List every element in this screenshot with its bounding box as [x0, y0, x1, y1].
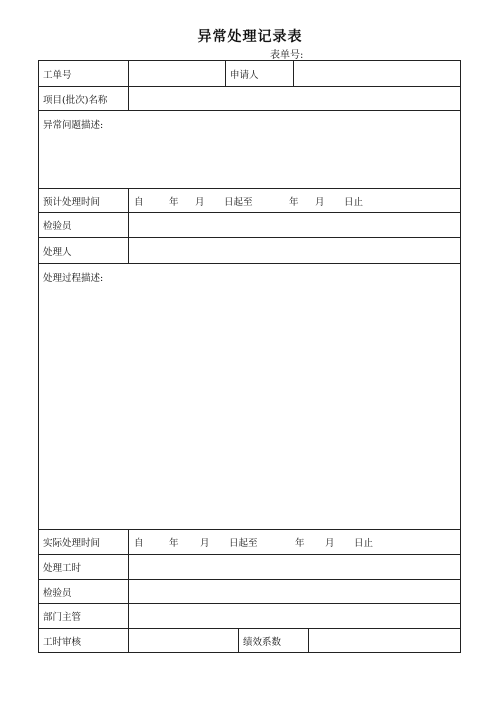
process-description-field[interactable] [39, 264, 460, 529]
row-issue-description [39, 111, 460, 189]
form-title: 异常处理记录表 [197, 29, 303, 45]
row-actual-time [39, 530, 460, 555]
hours-review-label: 工时审核 [43, 636, 82, 648]
row-dept-head [39, 604, 460, 629]
actual-time-label: 实际处理时间 [43, 538, 101, 549]
planned-end: 日止 [344, 196, 364, 208]
process-description-label: 处理过程描述: [43, 273, 104, 284]
handler-label: 处理人 [43, 246, 72, 258]
planned-time-label: 预计处理时间 [43, 196, 101, 208]
planned-time-field[interactable] [128, 189, 460, 212]
actual-year1: 年 [169, 538, 179, 549]
dept-head-label: 部门主管 [43, 612, 82, 623]
row-planned-time [39, 189, 460, 213]
work-hours-field[interactable] [128, 555, 460, 579]
work-no-field[interactable] [128, 61, 225, 86]
row-project [39, 87, 460, 111]
actual-end: 日止 [354, 538, 374, 549]
handler-field[interactable] [128, 238, 460, 263]
inspector-2-field[interactable] [128, 580, 460, 603]
row-inspector-1 [39, 213, 460, 238]
actual-year2: 年 [295, 538, 305, 549]
applicant-label: 申请人 [225, 61, 293, 86]
inspector-1-label: 检验员 [43, 221, 72, 232]
perf-coef-field[interactable] [308, 629, 460, 652]
applicant-field[interactable] [293, 61, 460, 86]
actual-month2: 月 [325, 538, 335, 549]
row-hours-review [39, 629, 460, 652]
planned-year2: 年 [289, 196, 299, 208]
dept-head-field[interactable] [128, 604, 460, 628]
project-field[interactable] [128, 87, 460, 110]
planned-month2: 月 [315, 196, 325, 208]
planned-start: 日起至 [224, 196, 253, 208]
planned-from: 自 [134, 196, 144, 208]
issue-description-label: 异常问题描述: [43, 120, 104, 131]
row-process-description [39, 264, 460, 530]
planned-year1: 年 [169, 196, 179, 208]
form-number-label: 表单号: [270, 50, 304, 61]
actual-time-field[interactable] [128, 530, 460, 554]
row-handler [39, 238, 460, 264]
hours-review-field[interactable] [128, 629, 238, 652]
row-inspector-2 [39, 580, 460, 604]
inspector-2-label: 检验员 [43, 587, 72, 599]
record-table [38, 60, 461, 653]
perf-coef-label: 绩效系数 [238, 629, 308, 652]
inspector-1-field[interactable] [128, 213, 460, 237]
planned-month1: 月 [195, 196, 205, 208]
row-work-no [39, 61, 460, 87]
actual-start: 日起至 [229, 538, 258, 549]
work-no-label: 工单号 [43, 69, 72, 81]
work-hours-label: 处理工时 [43, 563, 82, 574]
project-label: 项目(批次)名称 [43, 94, 108, 106]
actual-from: 自 [134, 538, 144, 549]
row-work-hours [39, 555, 460, 580]
actual-month1: 月 [200, 538, 210, 549]
issue-description-field[interactable] [39, 111, 460, 188]
